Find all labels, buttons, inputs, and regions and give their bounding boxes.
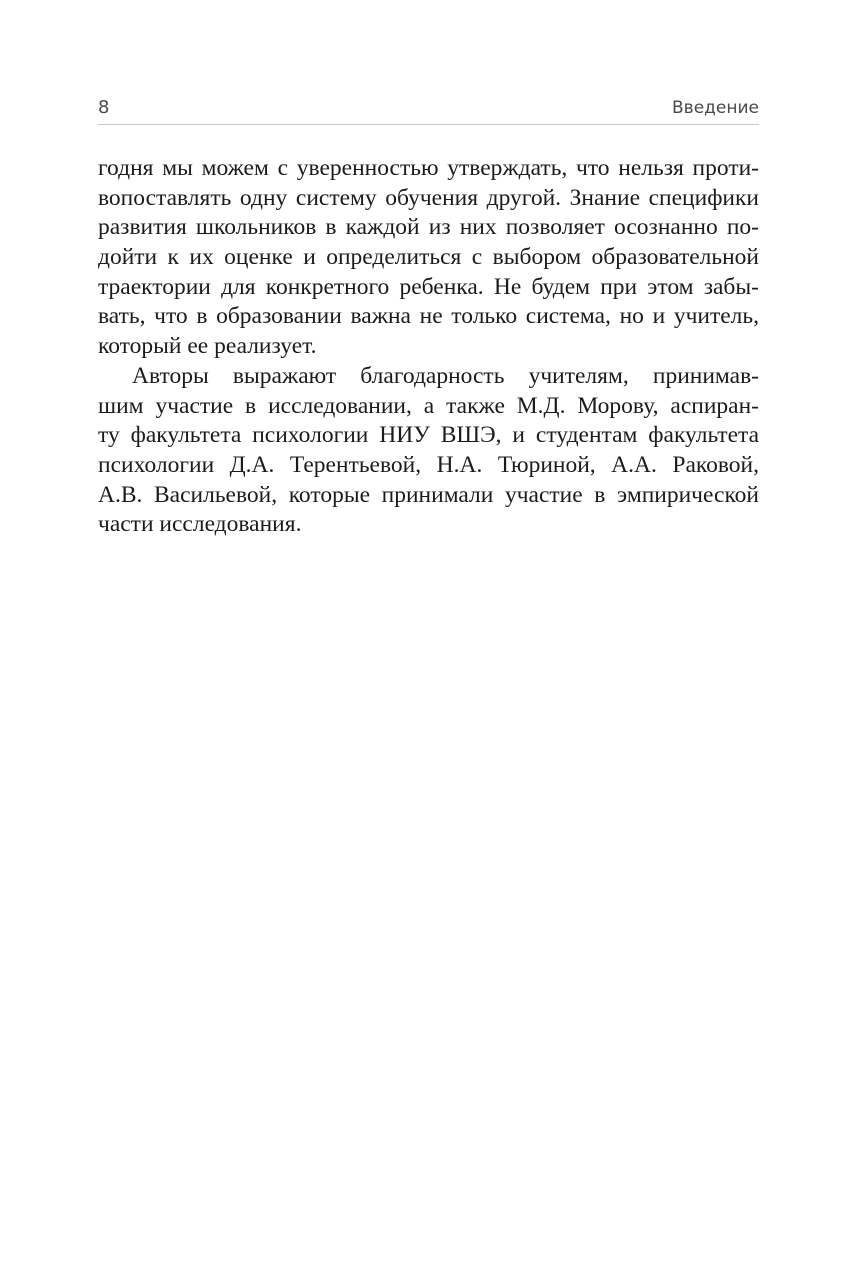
section-title: Введение: [672, 98, 759, 118]
paragraph-continuation: [98, 154, 759, 362]
text-line: шим участие в исследовании, а также М.Д. Морову, аспиран-: [98, 392, 759, 419]
text-line: Авторы выражают благодарность учителям, принимав-: [132, 362, 759, 389]
paragraph-acknowledgements: [98, 362, 759, 540]
text-line: траектории для конкретного ребенка. Не будем при этом забы-: [98, 273, 759, 300]
text-line: вопоставлять одну систему обучения другой. Знание специфики: [98, 184, 759, 211]
body-text: [98, 154, 759, 540]
text-line: психологии Д.А. Терентьевой, Н.А. Тюриной, А.А. Раковой,: [98, 451, 759, 478]
page-number: 8: [98, 97, 110, 118]
text-line: дойти к их оценке и определиться с выбором образовательной: [98, 244, 759, 271]
running-header: [98, 96, 759, 125]
text-line: части исследования.: [98, 511, 302, 538]
text-line: вать, что в образовании важна не только система, но и учитель,: [98, 303, 759, 330]
text-line: который ее реализует.: [98, 333, 317, 360]
text-line: ту факультета психологии НИУ ВШЭ, и студентам факультета: [98, 422, 759, 449]
text-line: развития школьников в каждой из них позволяет осознанно по-: [98, 214, 759, 241]
text-line: А.В. Васильевой, которые принимали участие в эмпирической: [98, 481, 759, 508]
text-line: годня мы можем с уверенностью утверждать, что нельзя проти-: [98, 155, 759, 181]
